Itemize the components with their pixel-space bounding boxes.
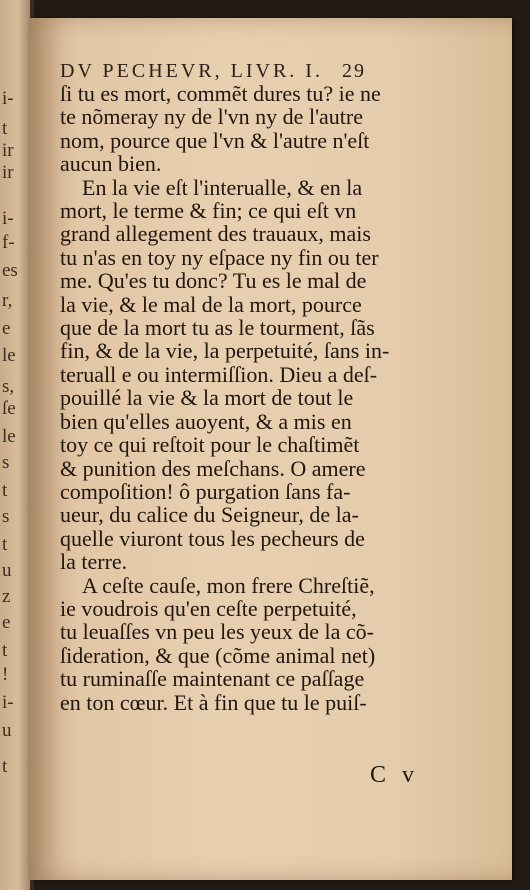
- text-line: fin, & de la vie, la perpetuité, ſans in-: [60, 338, 390, 364]
- facing-page-fragment: u: [2, 560, 12, 581]
- running-head: [60, 60, 480, 83]
- facing-page-fragment: s,: [2, 376, 15, 397]
- signature-mark: C v: [370, 762, 420, 788]
- facing-page-fragment: ir: [2, 140, 14, 161]
- text-line: aucun bien.: [60, 151, 162, 177]
- facing-page-fragment: es: [2, 260, 18, 281]
- facing-page-fragment: s: [2, 506, 10, 527]
- facing-page-fragment: f-: [2, 232, 15, 253]
- text-line: mort, le terme & fin; ce qui eſt vn: [60, 198, 357, 224]
- text-line: A ceſte cauſe, mon frere Chreſtiẽ,: [82, 572, 375, 598]
- text-line: toy ce qui reſtoit pour le chaſtimẽt: [60, 432, 360, 458]
- text-line: pouillé la vie & la mort de tout le: [60, 385, 354, 411]
- text-line: tu leuaſſes vn peu les yeux de la cõ-: [60, 619, 375, 645]
- text-line: ueur, du calice du Seigneur, de la-: [60, 502, 359, 528]
- text-line: tu ruminaſſe maintenant ce paſſage: [60, 666, 365, 692]
- text-line: te nõmeray ny de l'vn ny de l'autre: [60, 104, 363, 130]
- text-line: & punition des meſchans. O amere: [60, 455, 366, 481]
- text-line: nom, pource que l'vn & l'autre n'eſt: [60, 127, 370, 153]
- facing-page-fragment: r,: [2, 290, 13, 311]
- facing-page-fragment: t: [2, 640, 8, 661]
- facing-page-fragment: i-: [2, 692, 14, 713]
- text-line: grand allegement des trauaux, mais: [60, 221, 371, 247]
- facing-page-fragment: le: [2, 426, 16, 447]
- facing-page-fragment: t: [2, 756, 8, 777]
- facing-page-fragment: e: [2, 318, 11, 339]
- facing-page-fragment: le: [2, 345, 16, 366]
- facing-page-fragment: e: [2, 612, 11, 633]
- text-line: ſideration, & que (cõme animal net): [60, 642, 376, 668]
- text-line: la vie, & le mal de la mort, pource: [60, 291, 362, 317]
- text-line: la terre.: [60, 549, 128, 575]
- facing-page-fragment: z: [2, 586, 11, 607]
- body-text: [60, 82, 492, 714]
- facing-page-fragment: s: [2, 452, 10, 473]
- text-line: ie voudrois qu'en ceſte perpetuité,: [60, 595, 357, 621]
- facing-page-fragment: !: [2, 664, 9, 685]
- facing-page-edge: [0, 0, 30, 890]
- facing-page-fragment: ir: [2, 162, 14, 183]
- facing-page-fragment: t: [2, 118, 8, 139]
- running-head-title: DV PECHEVR, LIVR. I.: [60, 60, 323, 82]
- text-line: que de la mort tu as le tourment, ſãs: [60, 315, 375, 341]
- facing-page-fragment: i-: [2, 88, 14, 109]
- page-number: 29: [341, 60, 366, 82]
- text-line: teruall e ou intermiſſion. Dieu a deſ-: [60, 361, 378, 387]
- facing-page-fragment: t: [2, 534, 8, 555]
- text-line: compoſition! ô purgation ſans fa-: [60, 478, 351, 504]
- text-line: en ton cœur. Et à fin que tu le puiſ-: [60, 689, 367, 715]
- text-line: tu n'as en toy ny eſpace ny fin ou ter: [60, 244, 379, 270]
- text-line: En la vie eſt l'interualle, & en la: [82, 174, 363, 200]
- facing-page-fragment: u: [2, 720, 12, 741]
- facing-page-fragment: i-: [2, 208, 14, 229]
- text-line: me. Qu'es tu donc? Tu es le mal de: [60, 268, 367, 294]
- text-line: quelle viuront tous les pecheurs de: [60, 525, 365, 551]
- text-line: bien qu'elles auoyent, & a mis en: [60, 408, 352, 434]
- facing-page-fragment: ſe: [2, 398, 16, 419]
- text-line: ſi tu es mort, commẽt dures tu? ie ne: [60, 81, 381, 106]
- facing-page-fragment: t: [2, 480, 8, 501]
